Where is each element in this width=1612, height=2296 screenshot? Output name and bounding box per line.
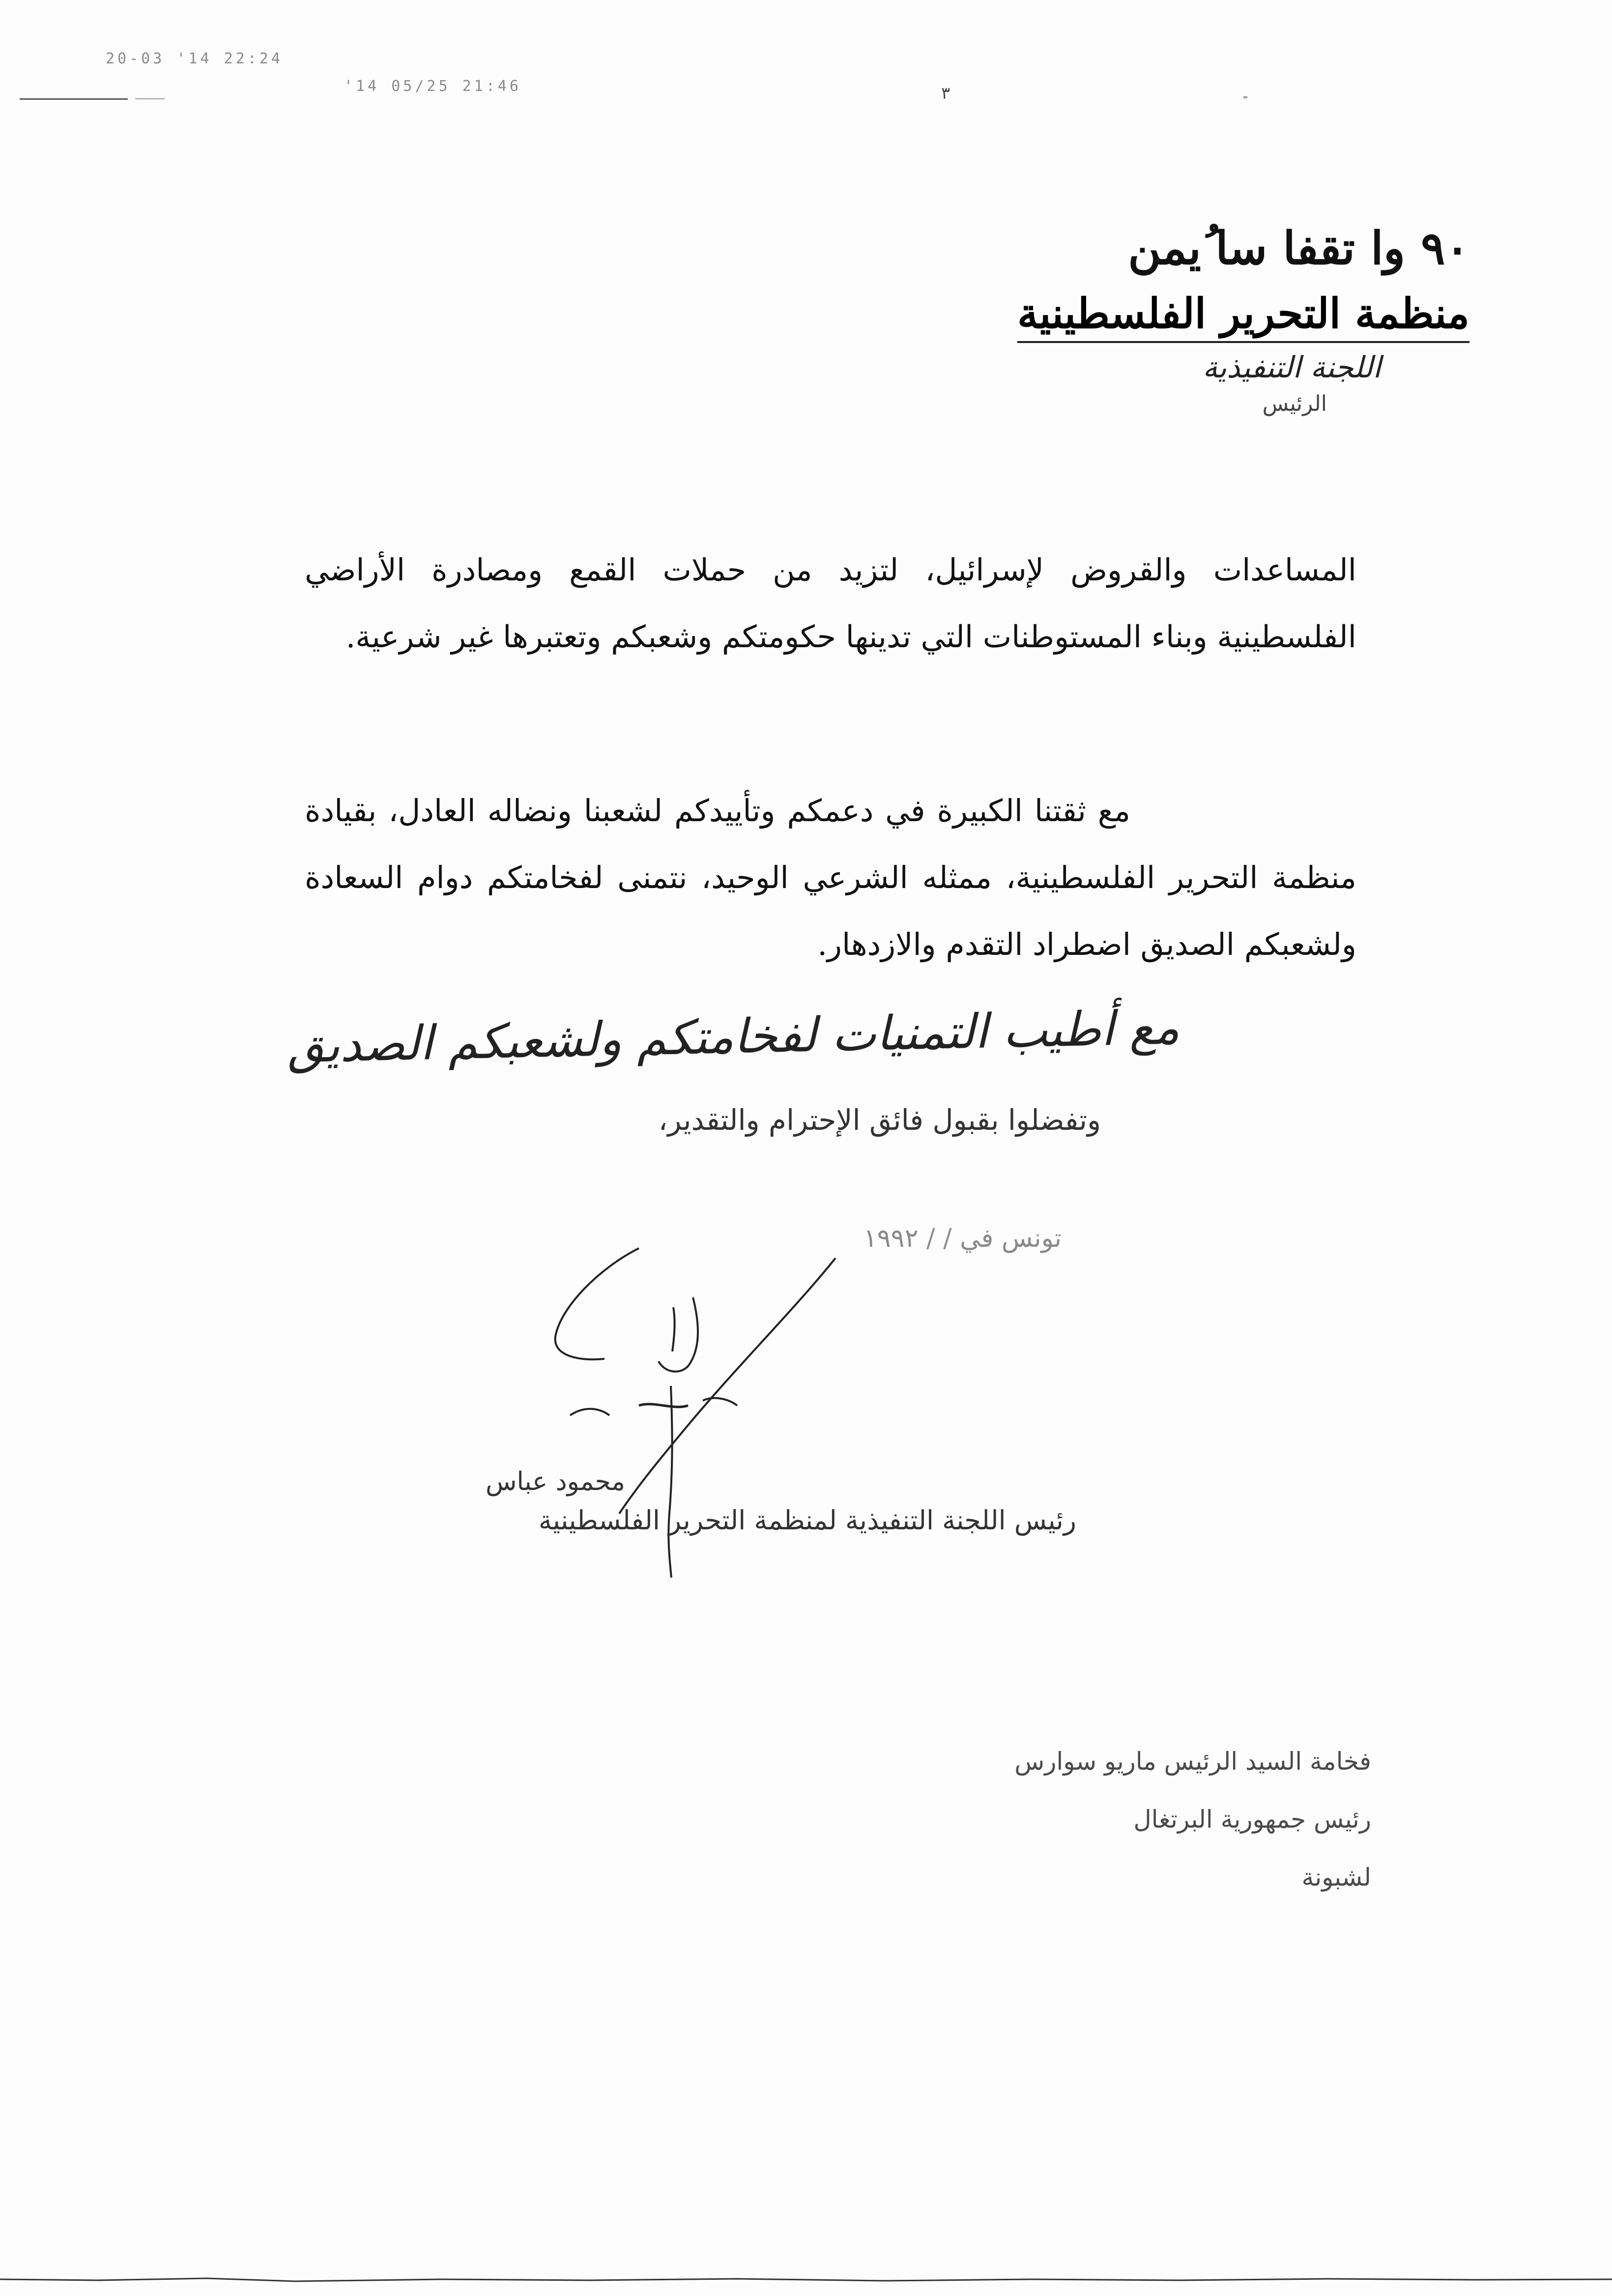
letterhead [929, 221, 1469, 418]
letterhead-role: الرئيس [1262, 391, 1327, 416]
body-paragraph-2: مع ثقتنا الكبيرة في دعمكم وتأييدكم لشعبنا ونضاله العادل، بقيادة منظمة التحرير الفلسطينية، ممثله الشرعي الوحيد، نتمنى لفخامتكم دوام السعادة ولشعبكم الصديق اضطراد التقدم والازدهار. [305, 793, 1356, 962]
addressee-city: لشبونة [1301, 1863, 1371, 1892]
fax-transmission-header: 20-03 '14 22:24 [106, 50, 283, 67]
letterhead-organization: منظمة التحرير الفلسطينية [1017, 289, 1469, 343]
addressee-block [732, 1732, 1371, 1906]
fax-header-rule [20, 98, 128, 100]
addressee-position: رئيس جمهورية البرتغال [1133, 1805, 1371, 1834]
fax-header-rule-short [135, 98, 165, 99]
closing-courtesy: وتفضلوا بقبول فائق الإحترام والتقدير، [658, 1103, 1101, 1137]
fax-transmission-header-secondary: '14 05/25 21:46 [344, 78, 521, 95]
fax-bottom-edge [0, 2270, 1612, 2285]
date-line: تونس في / / ١٩٩٢ [863, 1224, 1062, 1253]
signatory-name: محمود عباس [485, 1467, 626, 1496]
handwritten-greeting: مع أطيب التمنيات لفخامتكم ولشعبكم الصديق [287, 1000, 1180, 1074]
signatory-title: رئيس اللجنة التنفيذية لمنظمة التحرير الفلسطينية [538, 1505, 1076, 1536]
body-paragraph-1: المساعدات والقروض لإسرائيل، لتزيد من حملات القمع ومصادرة الأراضي الفلسطينية وبناء المستوطنات التي تدينها حكومتكم وشعبكم وتعتبرها غير شرعية. [305, 552, 1356, 655]
letterhead-fax-title: ٩٠ وا تقفا سا ُيمن [1128, 222, 1469, 275]
letterhead-committee: اللجنة التنفيذية [1203, 350, 1381, 385]
fax-page-number: ٣ [941, 84, 950, 103]
addressee-name: فخامة السيد الرئيس ماريو سوارس [1014, 1747, 1371, 1776]
fax-speck [1243, 96, 1247, 98]
